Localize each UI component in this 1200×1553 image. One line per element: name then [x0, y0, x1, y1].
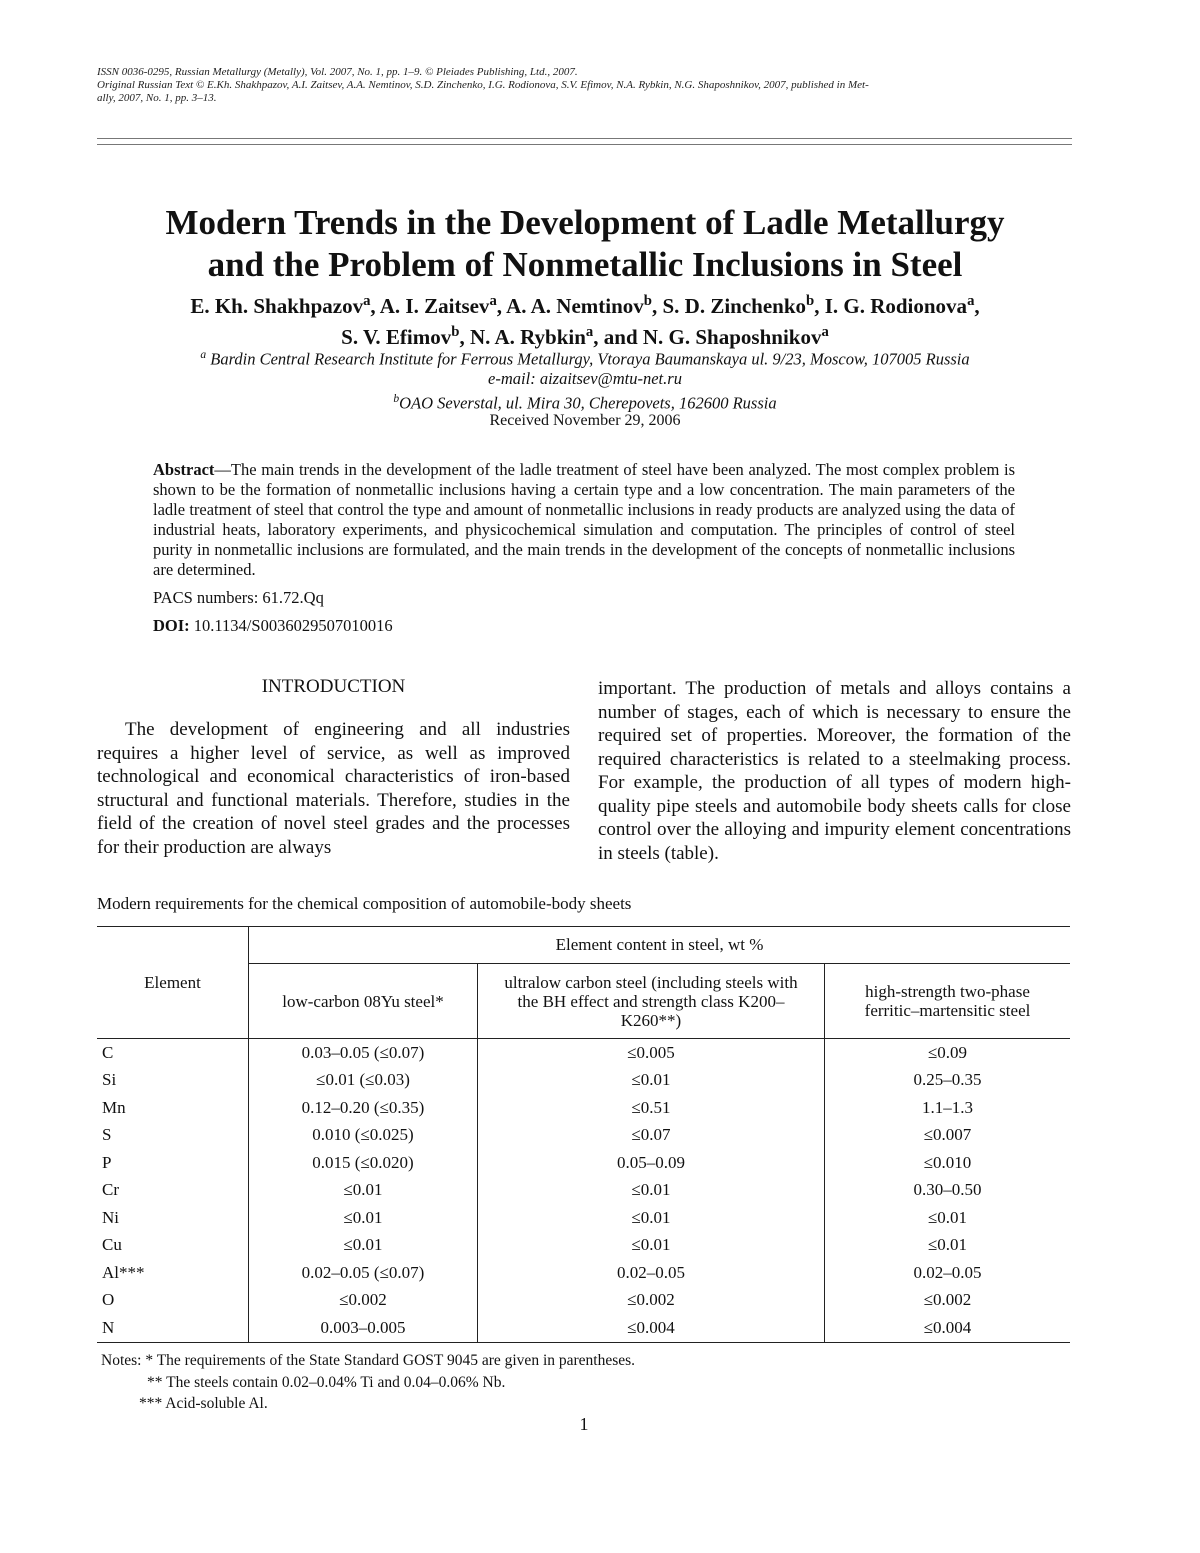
table-cell-value: ≤0.01 [478, 1204, 825, 1232]
received-date: Received November 29, 2006 [489, 412, 681, 429]
author: A. I. Zaitsev [379, 294, 490, 318]
table-cell-value: ≤0.01 [343, 1180, 383, 1200]
doi-label: DOI: [153, 616, 190, 635]
author: A. A. Nemtinov [506, 294, 644, 318]
title-line-1: Modern Trends in the Development of Ladle Metallurgy [165, 203, 1005, 242]
table-cell-element: O [97, 1287, 249, 1315]
doi-value: 10.1134/S0036029507010016 [189, 616, 393, 635]
table-row [97, 1094, 1070, 1122]
table-cell-value: ≤0.004 [825, 1314, 1071, 1342]
author-affiliation-mark: a [489, 293, 497, 309]
affiliation-a-text: Bardin Central Research Institute for Ferrous Metallurgy, Vtoraya Baumanskaya ul. 9/23, Moscow, 107005 Russia [206, 349, 970, 369]
author-separator: , and [593, 325, 643, 349]
paper-title [60, 202, 1110, 286]
affiliation-b [60, 388, 1110, 415]
table-cell-value: 0.02–0.05 (≤0.07) [301, 1262, 425, 1282]
table-cell-value: 0.25–0.35 [825, 1067, 1071, 1095]
table-cell-value: ≤0.002 [825, 1287, 1071, 1315]
table-cell-element: Mn [97, 1094, 249, 1122]
table-cell-element: Al*** [97, 1259, 249, 1287]
table-note: ** The steels contain 0.02–0.04% Ti and 0.04–0.06% Nb. [147, 1373, 506, 1391]
table-row [97, 1177, 1070, 1205]
table-cell-value: ≤0.09 [825, 1039, 1071, 1067]
journal-header [97, 66, 1072, 105]
affiliation-mark-a: a [200, 349, 207, 361]
header-line-3: ally, 2007, No. 1, pp. 3–13. [97, 92, 217, 104]
author: S. D. Zinchenko [662, 294, 807, 318]
abstract [153, 460, 1015, 580]
table-note: Notes: * The requirements of the State Standard GOST 9045 are given in parentheses. [101, 1352, 636, 1369]
table-cell-value: 0.03–0.05 (≤0.07) [301, 1042, 425, 1062]
author-affiliation-mark: a [363, 293, 371, 309]
table-cell-value: ≤0.002 [478, 1287, 825, 1315]
table-cell-value: ≤0.01 [825, 1204, 1071, 1232]
table-cell-value: ≤0.010 [825, 1149, 1071, 1177]
author-separator: , [459, 325, 470, 349]
author-separator: , [496, 294, 507, 318]
table-cell-value: 0.003–0.005 [249, 1314, 478, 1342]
table-cell-value: ≤0.01 [343, 1235, 383, 1255]
intro-paragraph-left [97, 718, 570, 859]
column-header-ultralow: ultralow carbon steel (including steels with the BH effect and strength class K200–K260**) [478, 964, 825, 1039]
author-separator: , [370, 294, 380, 318]
column-header-highstrength: high-strength two-phase ferritic–martensitic steel [825, 964, 1071, 1039]
header-line-1: ISSN 0036-0295, Russian Metallurgy (Metally), Vol. 2007, No. 1, pp. 1–9. © Pleiades Publishing, Ltd., 2007. [97, 66, 578, 78]
table-cell-value: ≤0.005 [478, 1039, 825, 1067]
table-cell-element: Cu [97, 1232, 249, 1260]
header-rule-top [97, 138, 1072, 139]
table-cell-element: Cr [97, 1177, 249, 1205]
author: I. G. Rodionova [824, 294, 968, 318]
author-affiliation-mark: b [806, 293, 815, 309]
doi [153, 616, 393, 636]
table-row [97, 1204, 1070, 1232]
author: N. G. Shaposhnikov [642, 325, 822, 349]
table-cell-value: ≤0.01 [478, 1232, 825, 1260]
table-cell-value: ≤0.007 [825, 1122, 1071, 1150]
table-cell-element: Si [97, 1067, 249, 1095]
author-line-1 [60, 288, 1110, 319]
table-row [97, 1232, 1070, 1260]
pacs-numbers: PACS numbers: 61.72.Qq [153, 588, 324, 607]
table-row [97, 1067, 1070, 1095]
table-cell-value: 1.1–1.3 [825, 1094, 1071, 1122]
intro-text-left: The development of engineering and all industries requires a higher level of service, as well as improved technological and economical characteristics of iron-based structural and functional materials. Therefore, studies in the field of the creation of novel steel grades and the processes for their production are always [97, 719, 570, 858]
table-row [97, 1259, 1070, 1287]
table-cell-value: 0.015 (≤0.020) [312, 1152, 414, 1172]
header-rule-bottom [97, 144, 1072, 145]
abstract-text: —The main trends in the development of the ladle treatment of steel have been analyzed. The most complex problem is shown to be the formation of nonmetallic inclusions having a certain type and a low concentration. The main parameters of the ladle treatment of steel that control the type and amount of nonmetallic inclusions in ready products are analyzed using the data of industrial heats, laboratory experiments, and physicochemical simulation and computation. The principles of control of steel purity in nonmetallic inclusions are formulated, and the main trends in the development of the concepts of nonmetallic inclusions are determined. [153, 460, 1015, 579]
table-cell-element: N [97, 1314, 249, 1342]
abstract-label: Abstract [153, 460, 215, 479]
table-cell-value: 0.010 (≤0.025) [312, 1125, 414, 1145]
table-cell-element: C [97, 1039, 249, 1067]
table-row [97, 1314, 1070, 1342]
table-cell-value: 0.02–0.05 [825, 1259, 1071, 1287]
column-header-lowcarbon: low-carbon 08Yu steel* [249, 964, 478, 1039]
table-cell-value: ≤0.002 [339, 1290, 387, 1310]
table-cell-value: ≤0.01 [478, 1177, 825, 1205]
element-column-header: Element [97, 927, 249, 1039]
table-cell-value: 0.12–0.20 (≤0.35) [301, 1097, 425, 1117]
table-row [97, 1149, 1070, 1177]
table-cell-value: ≤0.07 [478, 1122, 825, 1150]
table-cell-value: ≤0.004 [478, 1314, 825, 1342]
author-affiliation-mark: b [451, 324, 460, 340]
group-header: Element content in steel, wt % [249, 927, 1071, 964]
author-affiliation-mark: b [643, 293, 652, 309]
author: N. A. Rybkin [469, 325, 586, 349]
section-heading-introduction: INTRODUCTION [261, 676, 406, 697]
table-notes [101, 1350, 635, 1415]
author: E. Kh. Shakhpazov [190, 294, 364, 318]
table-cell-value: 0.02–0.05 [478, 1259, 825, 1287]
affiliation-a [60, 344, 1110, 371]
table-note: *** Acid-soluble Al. [139, 1395, 268, 1412]
affiliation-b-text: OAO Severstal, ul. Mira 30, Cherepovets, 162600 Russia [399, 393, 777, 413]
table-row [97, 1287, 1070, 1315]
table-cell-value: ≤0.01 [825, 1232, 1071, 1260]
composition-table [97, 926, 1070, 1343]
table-cell-element: Ni [97, 1204, 249, 1232]
author-separator: , [651, 294, 663, 318]
table-cell-value: ≤0.01 (≤0.03) [316, 1070, 410, 1090]
table-cell-value: ≤0.01 [343, 1207, 383, 1227]
table-cell-value: ≤0.01 [478, 1067, 825, 1095]
intro-paragraph-right: important. The production of metals and alloys contains a number of stages, each of which is necessary to ensure the required set of properties. Moreover, the formation of the required characteristics is related to a steelmaking process. For example, the production of all types of modern high-quality pipe steels and automobile body sheets calls for close control over the alloying and impurity element concentrations in steels (table). [598, 678, 1071, 864]
author-separator: , [814, 294, 825, 318]
table-row [97, 1122, 1070, 1150]
title-line-2: and the Problem of Nonmetallic Inclusions in Steel [207, 245, 963, 284]
table-cell-element: P [97, 1149, 249, 1177]
table-cell-element: S [97, 1122, 249, 1150]
header-line-2: Original Russian Text © E.Kh. Shakhpazov, A.I. Zaitsev, A.A. Nemtinov, S.D. Zinchenko, I.G. Rodionova, S.V. Efimov, N.A. Rybkin, N.G. Shaposhnikov, 2007, published in Met- [97, 79, 869, 91]
table-cell-value: 0.30–0.50 [825, 1177, 1071, 1205]
email: e-mail: aizaitsev@mtu-net.ru [488, 369, 682, 388]
author-affiliation-mark: a [585, 324, 594, 340]
author-affiliation-mark: a [821, 324, 829, 340]
table-caption: Modern requirements for the chemical composition of automobile-body sheets [97, 894, 632, 913]
author-affiliation-mark: a [967, 293, 975, 309]
author: S. V. Efimov [341, 325, 452, 349]
table-cell-value: 0.05–0.09 [478, 1149, 825, 1177]
table-cell-value: ≤0.51 [478, 1094, 825, 1122]
page-number: 1 [579, 1414, 589, 1434]
author-list [60, 288, 1110, 350]
table-row [97, 1039, 1070, 1067]
author-separator: , [974, 294, 980, 318]
affiliation-mark-b: b [393, 393, 400, 405]
